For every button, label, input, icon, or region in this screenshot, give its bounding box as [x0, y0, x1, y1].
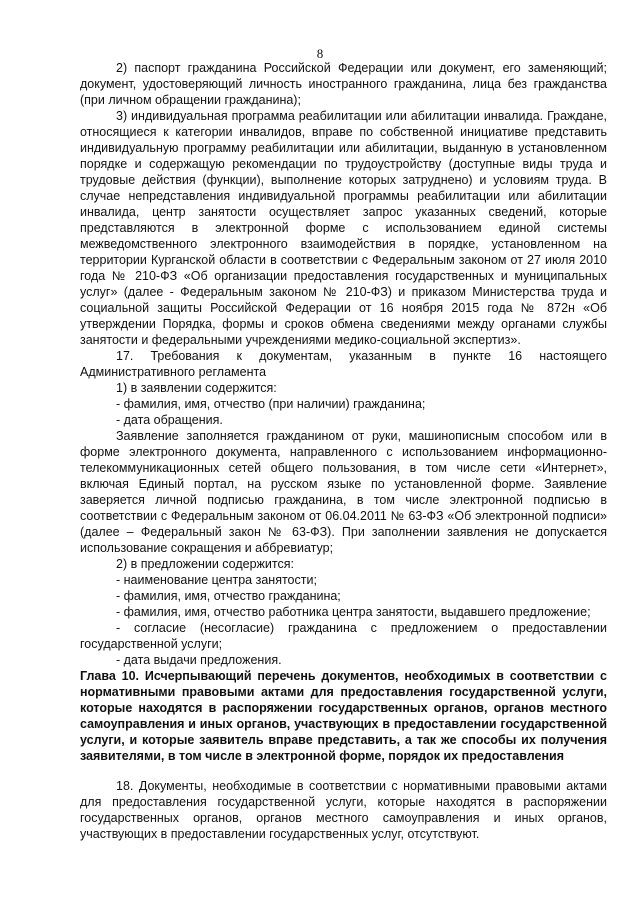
- page-number: 8: [316, 46, 324, 61]
- list-item-citizen-name: - фамилия, имя, отчество гражданина;: [116, 589, 341, 603]
- list-item-date: - дата обращения.: [116, 413, 223, 427]
- list-item-application-contains: 1) в заявлении содержится:: [116, 381, 277, 395]
- list-item-issue-date: - дата выдачи предложения.: [116, 653, 282, 667]
- document-body: [80, 60, 607, 842]
- spacer: [80, 764, 607, 778]
- list-item-full-name: - фамилия, имя, отчество (при наличии) гражданина;: [116, 397, 426, 411]
- list-item-center-name: - наименование центра занятости;: [116, 573, 317, 587]
- paragraph-application-filling: Заявление заполняется гражданином от руки, машинописным способом или в форме электронного документа, направленного с использованием информационно-телекоммуникационных сетей общего пользования, в том числе сети «Интернет», включая Единый портал, на русском языке по установленной форме. Заявление заверяется личной подписью гражданина, в том числе электронной подписью в соответствии с Федеральным законом от 06.04.2011 № 63-ФЗ «Об электронной подписи» (далее – Федеральный закон № 63-ФЗ). При заполнении заявления не допускается использование сокращения и аббревиатур;: [80, 429, 607, 555]
- paragraph-rehabilitation-program: 3) индивидуальная программа реабилитации или абилитации инвалида. Граждане, относящиеся к категории инвалидов, вправе по собственной инициативе представить индивидуальную программу реабилитации или абилитации, выданную в установленном порядке и содержащую рекомендации по трудоустройству (доступные виды труда и трудовые действия (функции), выполнение которых затруднено) и условиям труда. В случае непредставления индивидуальной программы реабилитации или абилитации инвалида, центр занятости осуществляет запрос указанных сведений, которые представляются в электронной форме с использованием единой системы межведомственного электронного взаимодействия в порядке, установленном на территории Курганской области в соответствии с Федеральным законом от 27 июля 2010 года № 210-ФЗ «Об организации предоставления государственных и муниципальных услуг» (далее - Федеральным законом № 210-ФЗ) и приказом Министерства труда и социальной защиты Российской Федерации от 16 ноября 2015 года № 872н «Об утверждении Порядка, формы и сроков обмена сведениями между органами службы занятости и федеральными учреждениями медико-социальной экспертиз».: [80, 109, 607, 347]
- list-item-offer-contains: 2) в предложении содержится:: [116, 557, 294, 571]
- chapter-heading: Глава 10. Исчерпывающий перечень документов, необходимых в соответствии с нормативными правовыми актами для предоставления государственной услуги, которые находятся в распоряжении государственных органов, органов местного самоуправления и иных органов, участвующих в предоставлении государственной услуги, и которые заявитель вправе представить, а так же способы их получения заявителями, в том числе в электронной форме, порядок их предоставления: [80, 669, 607, 763]
- list-item-consent: - согласие (несогласие) гражданина с предложением о предоставлении государственной услуги;: [80, 621, 607, 651]
- paragraph-documents-18: 18. Документы, необходимые в соответствии с нормативными правовыми актами для предоставления государственной услуги, которые находятся в распоряжении государственных органов, органов местного самоуправления и иных органов, участвующих в предоставлении государственных услуг, отсутствуют.: [80, 779, 607, 841]
- list-item-employee-name: - фамилия, имя, отчество работника центра занятости, выдавшего предложение;: [116, 605, 591, 619]
- paragraph-passport: 2) паспорт гражданина Российской Федерации или документ, его заменяющий; документ, удостоверяющий личность иностранного гражданина, лица без гражданства (при личном обращении гражданина);: [80, 61, 607, 107]
- paragraph-requirements: 17. Требования к документам, указанным в пункте 16 настоящего Административного регламента: [80, 349, 607, 379]
